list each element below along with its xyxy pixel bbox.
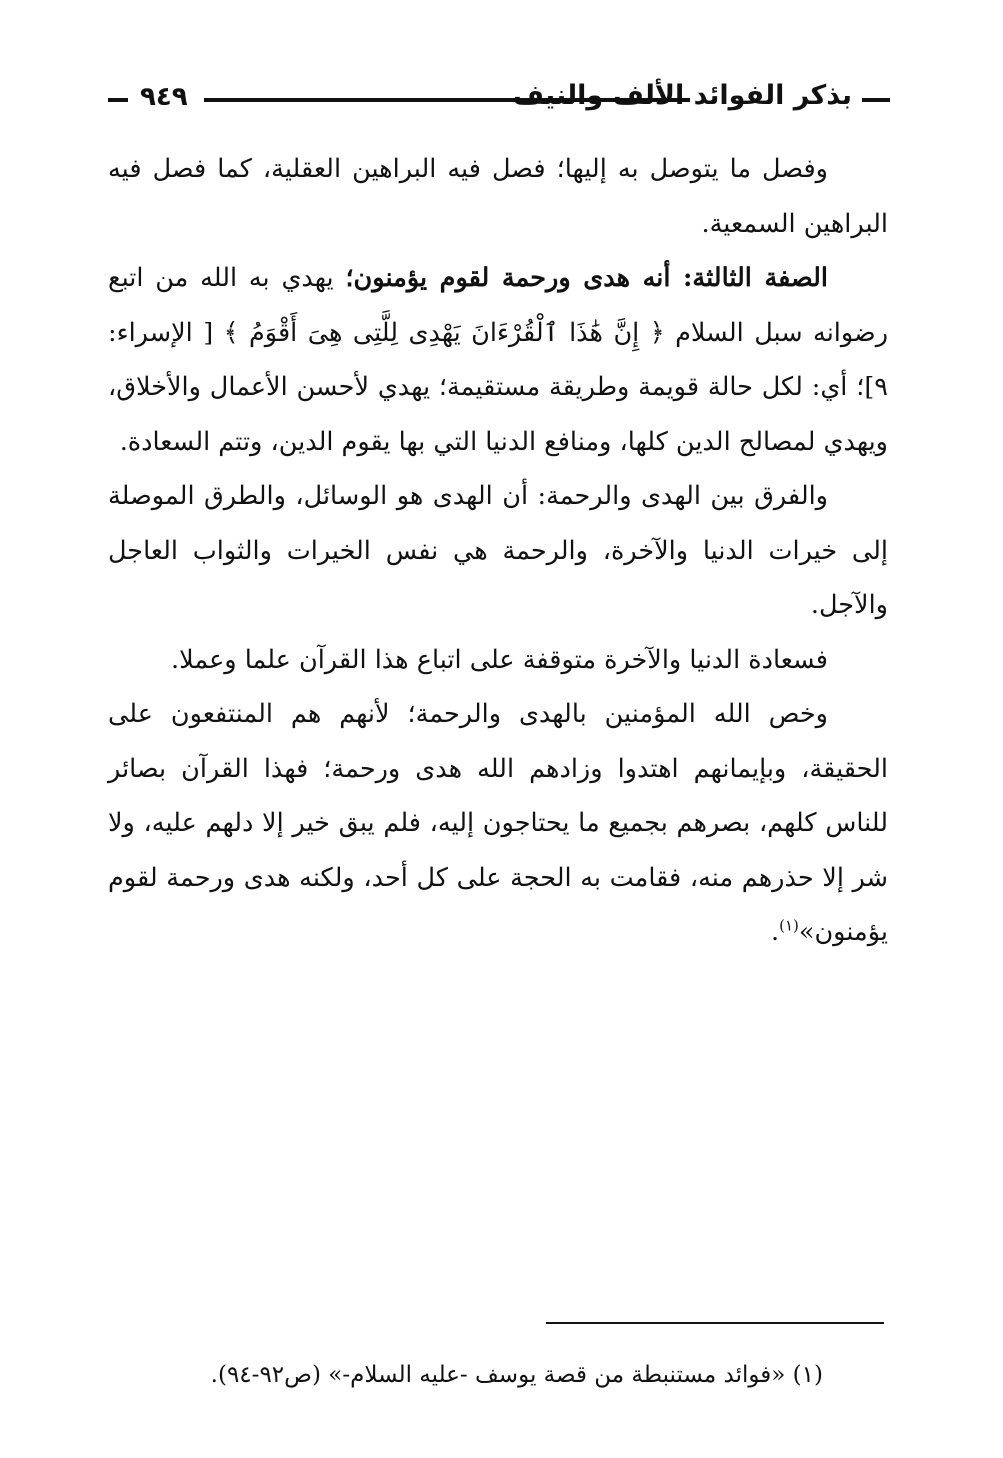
paragraph-2 — [108, 251, 888, 469]
paragraph-3-text: والفرق بين الهدى والرحمة: أن الهدى هو الوسائل، والطرق الموصلة إلى خيرات الدنيا والآخرة، والرحمة هي نفس الخيرات والثواب العاجل والآجل. — [108, 481, 888, 620]
body-text — [108, 142, 888, 960]
footnote: (١) «فوائد مستنبطة من قصة يوسف -عليه السلام-» (ص٩٢-٩٤). — [210, 1362, 823, 1388]
page-header — [100, 78, 890, 118]
paragraph-1 — [108, 142, 888, 251]
running-title: بذكر الفوائد الألف والنيف — [512, 80, 852, 111]
paragraph-2-lead: الصفة الثالثة: أنه هدى ورحمة لقوم يؤمنون؛ — [345, 263, 828, 293]
quran-verse: ﴿ إِنَّ هَٰذَا ٱلْقُرْءَانَ يَهْدِى لِلَّتِى هِىَ أَقْوَمُ ﴾ — [223, 317, 665, 348]
paragraph-4-text: فسعادة الدنيا والآخرة متوقفة على اتباع هذا القرآن علما وعملا. — [171, 644, 828, 675]
header-dash-left — [108, 98, 128, 102]
paragraph-3 — [108, 469, 888, 633]
paragraph-1-text: وفصل ما يتوصل به إليها؛ فصل فيه البراهين العقلية، كما فصل فيه البراهين السمعية. — [108, 154, 888, 239]
paragraph-2-text-before: يهدي به الله من اتبع رضوانه سبل السلام — [108, 263, 889, 348]
paragraph-5-end: . — [770, 917, 780, 947]
page-number: ٩٤٩ — [140, 82, 188, 112]
footnote-reference[interactable]: (١) — [779, 916, 799, 935]
footnote-rule — [546, 1322, 884, 1324]
paragraph-4 — [108, 633, 888, 688]
paragraph-5-text: وخص الله المؤمنين بالهدى والرحمة؛ لأنهم هم المنتفعون على الحقيقة، وبإيمانهم اهتدوا وزادهم الله هدى ورحمة؛ فهذا القرآن بصائر للناس كلهم، بصرهم بجميع ما يحتاجون إليه، فلم يبق خير إلا دلهم عليه، ولا شر إلا حذرهم منه، فقامت به الحجة على كل أحد، ولكنه هدى ورحمة لقوم يؤمنون» — [108, 699, 888, 947]
header-dash-right — [862, 98, 890, 102]
paragraph-2-text-after: [ الإسراء: ٩]؛ أي: لكل حالة قويمة وطريقة مستقيمة؛ يهدي لأحسن الأعمال والأخلاق، ويهدي لمصالح الدين كلها، ومنافع الدنيا التي بها يقوم الدين، وتتم السعادة. — [108, 317, 888, 457]
paragraph-5 — [108, 687, 888, 960]
